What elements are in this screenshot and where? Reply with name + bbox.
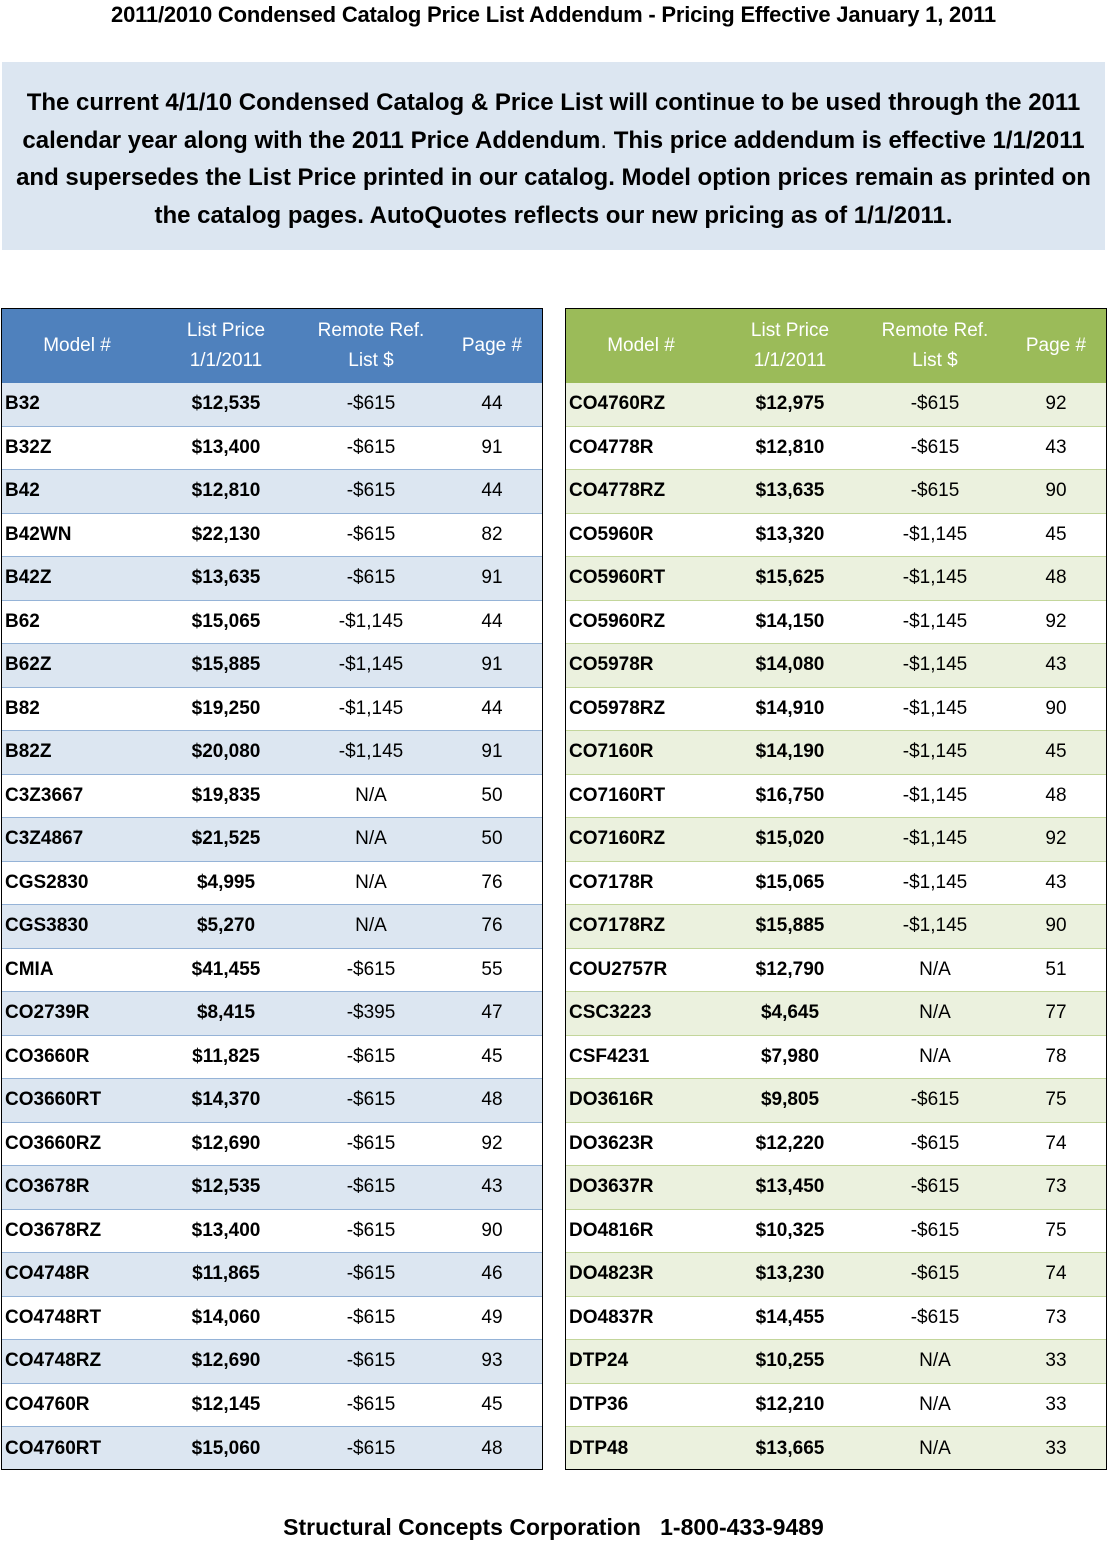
list-price-cell: $11,865 [192,1263,260,1285]
header-list-price [716,309,864,383]
model-cell: DO4816R [569,1219,654,1241]
table-row [2,1166,542,1210]
notice-box [2,62,1105,250]
table-row [566,1166,1106,1210]
page-cell: 91 [481,436,503,458]
footer-company: Structural Concepts Corporation [283,1514,641,1540]
remote-ref-cell: -$615 [346,1132,396,1154]
page-cell: 91 [481,741,503,763]
model-cell: CO7160RT [569,784,666,806]
remote-ref-cell: -$1,145 [902,828,968,850]
page-cell: 44 [481,697,503,719]
header-list-price [152,309,300,383]
remote-ref-cell: -$1,145 [338,741,404,763]
model-cell: CO5960RT [569,567,666,589]
page-cell: 75 [1045,1089,1067,1111]
remote-ref-cell: -$1,145 [902,610,968,632]
remote-ref-cell: -$1,145 [902,784,968,806]
remote-ref-cell: -$1,145 [338,654,404,676]
header-remote-line1: Remote Ref. [881,320,989,341]
list-price-cell: $4,645 [760,1002,820,1024]
remote-ref-cell: -$615 [910,1132,960,1154]
remote-ref-cell: -$1,145 [338,697,404,719]
table-row [566,383,1106,427]
model-cell: DO4837R [569,1306,654,1328]
table-row [566,992,1106,1036]
page-cell: 74 [1045,1263,1067,1285]
model-cell: DTP24 [569,1350,629,1372]
header-list-price-line2: 1/1/2011 [189,350,263,371]
table-row [2,862,542,906]
list-price-cell: $9,805 [760,1089,820,1111]
remote-ref-cell: -$615 [346,1393,396,1415]
remote-ref-cell: -$615 [346,1219,396,1241]
page-cell: 43 [1045,436,1067,458]
model-cell: CO3678RZ [5,1219,102,1241]
table-row [2,1427,542,1470]
list-price-cell: $12,810 [755,436,825,458]
list-price-cell: $19,250 [191,697,261,719]
list-price-cell: $13,635 [191,567,261,589]
header-list-price-line2: 1/1/2011 [753,350,827,371]
page-cell: 92 [1045,610,1067,632]
header-list-price-line1: List Price [750,320,830,341]
list-price-cell: $15,625 [755,567,825,589]
model-cell: CO4760RZ [569,393,666,415]
page-cell: 45 [1045,741,1067,763]
list-price-cell: $12,220 [755,1132,825,1154]
list-price-cell: $15,065 [191,610,261,632]
model-cell: CO4778R [569,436,654,458]
notice-text-part1: The current 4/1/10 Condensed Catalog & Price List will continue to be used through the 2011 calendar year along with the 2011 Price Addendum [22,89,1081,154]
remote-ref-cell: N/A [355,915,387,937]
list-price-cell: $12,535 [191,1176,261,1198]
table-row [2,1079,542,1123]
list-price-cell: $13,400 [191,436,261,458]
remote-ref-cell: N/A [919,1002,951,1024]
page-cell: 82 [481,523,503,545]
page-cell: 44 [481,610,503,632]
list-price-cell: $15,065 [755,871,825,893]
remote-ref-cell: N/A [919,1045,951,1067]
table-row [2,514,542,558]
page-cell: 43 [481,1176,503,1198]
model-cell: CO4760RT [5,1437,102,1459]
model-cell: CO5960R [569,523,654,545]
model-cell: CO4748RT [5,1306,102,1328]
model-cell: CGS3830 [5,915,89,937]
header-page: Page # [1025,335,1087,356]
table-row [566,1427,1106,1470]
remote-ref-cell: -$615 [346,393,396,415]
remote-ref-cell: -$615 [910,393,960,415]
list-price-cell: $14,150 [755,610,825,632]
page-cell: 93 [481,1350,503,1372]
model-cell: C3Z3667 [5,784,84,806]
list-price-cell: $12,790 [755,958,825,980]
list-price-cell: $12,810 [191,480,261,502]
list-price-cell: $8,415 [196,1002,256,1024]
page-cell: 76 [481,871,503,893]
model-cell: B82Z [5,741,52,763]
page-cell: 48 [1045,567,1067,589]
model-cell: CO4760R [5,1393,90,1415]
table-row [2,383,542,427]
page-cell: 50 [481,784,503,806]
header-remote-ref [300,309,442,383]
header-remote-ref [864,309,1006,383]
table-row [2,470,542,514]
page-cell: 73 [1045,1306,1067,1328]
model-cell: DO3616R [569,1089,654,1111]
list-price-cell: $12,145 [191,1393,261,1415]
header-remote-line2: List $ [912,350,958,371]
table-row [2,1253,542,1297]
page-cell: 51 [1045,958,1067,980]
remote-ref-cell: N/A [919,1437,951,1459]
model-cell: CO3660R [5,1045,90,1067]
remote-ref-cell: -$615 [346,1437,396,1459]
table-row [566,905,1106,949]
page-cell: 75 [1045,1219,1067,1241]
remote-ref-cell: -$615 [910,480,960,502]
model-cell: C3Z4867 [5,828,84,850]
table-row [566,1384,1106,1428]
table-row [566,1079,1106,1123]
remote-ref-cell: N/A [919,958,951,980]
table-row [566,1210,1106,1254]
table-row [2,905,542,949]
page-cell: 90 [1045,480,1067,502]
remote-ref-cell: -$1,145 [902,567,968,589]
list-price-cell: $4,995 [196,871,256,893]
header-page: Page # [461,335,523,356]
table-row [566,1036,1106,1080]
page-cell: 33 [1045,1437,1067,1459]
model-cell: B62Z [5,654,52,676]
model-cell: CO5978R [569,654,654,676]
model-cell: CO4748R [5,1263,90,1285]
page-cell: 90 [1045,697,1067,719]
remote-ref-cell: N/A [355,784,387,806]
remote-ref-cell: N/A [355,828,387,850]
table-body-left [2,383,542,1470]
page-cell: 45 [481,1045,503,1067]
remote-ref-cell: -$615 [346,567,396,589]
remote-ref-cell: -$615 [346,1089,396,1111]
table-row [2,601,542,645]
model-cell: DO3637R [569,1176,654,1198]
page-cell: 90 [1045,915,1067,937]
page-cell: 45 [481,1393,503,1415]
remote-ref-cell: -$1,145 [902,871,968,893]
table-row [2,775,542,819]
remote-ref-cell: -$1,145 [902,523,968,545]
page-cell: 48 [1045,784,1067,806]
model-cell: DTP48 [569,1437,629,1459]
table-row [2,1340,542,1384]
table-row [566,862,1106,906]
model-cell: CSF4231 [569,1045,650,1067]
remote-ref-cell: -$615 [346,1176,396,1198]
model-cell: CO7160RZ [569,828,666,850]
model-cell: CO7178RZ [569,915,666,937]
model-cell: COU2757R [569,958,668,980]
table-row [566,1297,1106,1341]
table-header-left [2,309,542,383]
page-cell: 33 [1045,1350,1067,1372]
list-price-cell: $14,190 [755,741,825,763]
page-cell: 50 [481,828,503,850]
list-price-cell: $7,980 [760,1045,820,1067]
page-cell: 48 [481,1089,503,1111]
page-cell: 77 [1045,1002,1067,1024]
list-price-cell: $41,455 [191,958,261,980]
page-title: 2011/2010 Condensed Catalog Price List Addendum - Pricing Effective January 1, 2011 [111,2,996,27]
model-cell: CO4778RZ [569,480,666,502]
model-cell: DO4823R [569,1263,654,1285]
table-row [566,775,1106,819]
table-header-right [566,309,1106,383]
model-cell: CO3660RZ [5,1132,102,1154]
page-cell: 74 [1045,1132,1067,1154]
table-row [2,1123,542,1167]
list-price-cell: $20,080 [191,741,261,763]
list-price-cell: $11,825 [192,1045,260,1067]
list-price-cell: $14,910 [755,697,825,719]
list-price-cell: $14,080 [755,654,825,676]
model-cell: CSC3223 [569,1002,652,1024]
table-row [2,688,542,732]
table-row [2,1210,542,1254]
page-cell: 44 [481,393,503,415]
table-row [2,731,542,775]
table-row [566,1253,1106,1297]
remote-ref-cell: -$615 [910,1089,960,1111]
remote-ref-cell: -$615 [346,1306,396,1328]
table-row [2,818,542,862]
page-cell: 47 [481,1002,503,1024]
page-cell: 49 [481,1306,503,1328]
price-table-left [1,308,543,1470]
price-table-right [565,308,1107,1470]
list-price-cell: $5,270 [196,915,256,937]
list-price-cell: $12,690 [191,1132,261,1154]
table-body-right [566,383,1106,1470]
list-price-cell: $12,690 [191,1350,261,1372]
table-row [2,949,542,993]
table-row [2,557,542,601]
header-model: Model # [43,335,111,356]
list-price-cell: $15,885 [755,915,825,937]
page-cell: 73 [1045,1176,1067,1198]
remote-ref-cell: N/A [919,1350,951,1372]
page-cell: 55 [481,958,503,980]
remote-ref-cell: -$1,145 [902,654,968,676]
list-price-cell: $14,060 [191,1306,261,1328]
model-cell: B82 [5,697,40,719]
remote-ref-cell: -$1,145 [902,915,968,937]
footer-phone: 1-800-433-9489 [660,1514,824,1540]
list-price-cell: $16,750 [755,784,825,806]
table-row [2,427,542,471]
header-remote-line2: List $ [348,350,394,371]
list-price-cell: $15,060 [191,1437,261,1459]
list-price-cell: $13,320 [755,523,825,545]
remote-ref-cell: -$615 [910,436,960,458]
remote-ref-cell: -$615 [346,1350,396,1372]
table-row [2,992,542,1036]
notice-text-part2: . [600,126,614,154]
table-row [566,1340,1106,1384]
list-price-cell: $14,455 [755,1306,825,1328]
remote-ref-cell: -$615 [346,958,396,980]
list-price-cell: $10,325 [755,1219,825,1241]
list-price-cell: $14,370 [191,1089,261,1111]
page-cell: 91 [481,654,503,676]
list-price-cell: $19,835 [191,784,261,806]
list-price-cell: $15,885 [191,654,261,676]
list-price-cell: $15,020 [755,828,825,850]
model-cell: DO3623R [569,1132,654,1154]
header-remote-line1: Remote Ref. [317,320,425,341]
model-cell: CO7160R [569,741,654,763]
table-row [566,601,1106,645]
remote-ref-cell: -$395 [346,1002,396,1024]
page-cell: 92 [481,1132,503,1154]
header-list-price-line1: List Price [186,320,266,341]
page-cell: 91 [481,567,503,589]
page-cell: 43 [1045,871,1067,893]
remote-ref-cell: -$615 [346,523,396,545]
table-row [2,1297,542,1341]
list-price-cell: $21,525 [191,828,261,850]
table-row [566,644,1106,688]
model-cell: CO2739R [5,1002,90,1024]
page-cell: 48 [481,1437,503,1459]
model-cell: B42Z [5,567,52,589]
model-cell: CO3660RT [5,1089,102,1111]
footer [0,1514,1107,1541]
remote-ref-cell: -$1,145 [902,741,968,763]
model-cell: B42WN [5,523,72,545]
remote-ref-cell: -$615 [910,1263,960,1285]
list-price-cell: $12,975 [755,393,825,415]
model-cell: B32 [5,393,40,415]
table-row [566,557,1106,601]
page-cell: 46 [481,1263,503,1285]
table-row [566,949,1106,993]
remote-ref-cell: -$615 [346,436,396,458]
page-cell: 45 [1045,523,1067,545]
remote-ref-cell: -$615 [910,1306,960,1328]
remote-ref-cell: -$1,145 [902,697,968,719]
list-price-cell: $13,635 [755,480,825,502]
notice-text-part3: This price addendum is effective 1/1/2011 and supersedes the List Price printed in our catalog. Model option prices remain as printed on the catalog pages. AutoQuotes reflects our new pricing as of 1/1/2011. [16,126,1091,229]
model-cell: B42 [5,480,40,502]
model-cell: B32Z [5,436,52,458]
model-cell: B62 [5,610,40,632]
table-row [566,688,1106,732]
remote-ref-cell: -$615 [346,1263,396,1285]
list-price-cell: $13,400 [191,1219,261,1241]
table-row [566,731,1106,775]
table-row [2,1036,542,1080]
page-cell: 92 [1045,393,1067,415]
model-cell: CO5960RZ [569,610,666,632]
table-row [2,644,542,688]
table-row [566,1123,1106,1167]
table-row [566,514,1106,558]
table-row [566,818,1106,862]
list-price-cell: $13,450 [755,1176,825,1198]
model-cell: CO7178R [569,871,654,893]
header-model: Model # [607,335,675,356]
remote-ref-cell: -$615 [346,480,396,502]
page-cell: 76 [481,915,503,937]
model-cell: CMIA [5,958,54,980]
list-price-cell: $12,535 [191,393,261,415]
page-cell: 43 [1045,654,1067,676]
model-cell: DTP36 [569,1393,629,1415]
list-price-cell: $12,210 [755,1393,825,1415]
remote-ref-cell: N/A [355,871,387,893]
model-cell: CGS2830 [5,871,89,893]
page-cell: 44 [481,480,503,502]
remote-ref-cell: -$1,145 [338,610,404,632]
remote-ref-cell: -$615 [910,1219,960,1241]
list-price-cell: $22,130 [191,523,261,545]
list-price-cell: $13,230 [755,1263,825,1285]
remote-ref-cell: N/A [919,1393,951,1415]
page-cell: 33 [1045,1393,1067,1415]
model-cell: CO4748RZ [5,1350,102,1372]
model-cell: CO3678R [5,1176,90,1198]
model-cell: CO5978RZ [569,697,666,719]
page-cell: 78 [1045,1045,1067,1067]
remote-ref-cell: -$615 [346,1045,396,1067]
page-cell: 90 [481,1219,503,1241]
remote-ref-cell: -$615 [910,1176,960,1198]
table-row [566,470,1106,514]
table-row [566,427,1106,471]
list-price-cell: $10,255 [755,1350,825,1372]
list-price-cell: $13,665 [755,1437,825,1459]
table-row [2,1384,542,1428]
page-cell: 92 [1045,828,1067,850]
